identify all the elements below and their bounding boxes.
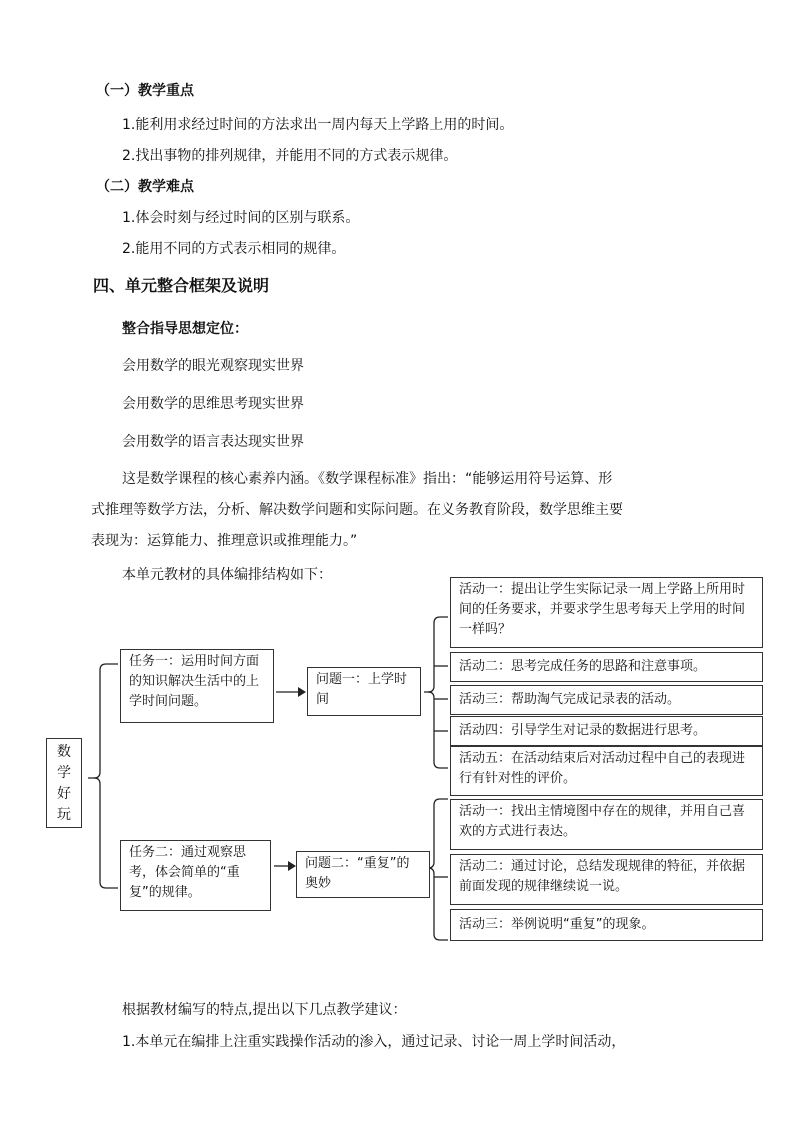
focus-heading: （一）教学重点 [96,83,194,99]
structure-intro: 本单元教材的具体编排结构如下： [122,567,332,583]
task1-activity-1: 活动一：提出让学生实际记录一周上学路上所用时间的任务要求，并要求学生思考每天上学用的时间一样吗？ [450,577,763,648]
focus-item-2: 2.找出事物的排列规律，并能用不同的方式表示规律。 [122,148,458,164]
brace-task2-upper [428,799,448,868]
task1-activity-5: 活动五：在活动结束后对活动过程中自己的表现进行有针对性的评价。 [450,746,763,796]
guiding-line-3: 会用数学的语言表达现实世界 [122,434,304,450]
suggestion-1: 1.本单元在编排上注重实践操作活动的渗入，通过记录、讨论一周上学时间活动， [122,1034,626,1050]
paragraph-line-3: 表现为：运算能力、推理意识或推理能力。” [91,533,358,549]
guiding-label: 整合指导思想定位： [122,321,248,337]
difficulty-heading: （二）教学难点 [96,179,194,195]
section4-title: 四、单元整合框架及说明 [93,276,270,295]
brace-task1-lower [428,692,448,768]
guiding-line-1: 会用数学的眼光观察现实世界 [122,358,304,374]
difficulty-item-2: 2.能用不同的方式表示相同的规律。 [122,241,346,257]
task1-node: 任务一：运用时间方面的知识解决生活中的上学时间问题。 [120,649,274,723]
task2-activity-1: 活动一：找出主情境图中存在的规律，并用自己喜欢的方式进行表达。 [450,799,763,850]
paragraph-line-2: 式推理等数学方法，分析、解决数学问题和实际问题。在义务教育阶段，数学思维主要 [91,502,623,518]
guiding-line-2: 会用数学的思维思考现实世界 [122,396,304,412]
suggestion-intro: 根据教材编写的特点,提出以下几点教学建议： [122,1002,407,1018]
task1-activity-3: 活动三：帮助淘气完成记录表的活动。 [450,685,763,715]
task1-activity-4: 活动四：引导学生对记录的数据进行思考。 [450,716,763,746]
focus-item-1: 1.能利用求经过时间的方法求出一周内每天上学路上用的时间。 [122,117,514,133]
problem2-node: 问题二：“重复”的奥妙 [296,851,430,898]
task2-activity-3: 活动三：举例说明“重复”的现象。 [450,909,763,941]
root-brace-upper [88,664,118,778]
paragraph-line-1: 这是数学课程的核心素养内涵。《数学课程标准》指出：“能够运用符号运算、形 [122,471,613,487]
task2-activity-2: 活动二：通过讨论，总结发现规律的特征，并依据前面发现的规律继续说一说。 [450,854,763,905]
brace-task1-upper [424,617,448,692]
task2-node: 任务二：通过观察思考，体会简单的“重复”的规律。 [120,840,271,911]
difficulty-item-1: 1.体会时刻与经过时间的区别与联系。 [122,210,360,226]
brace-task2-lower [428,868,448,940]
task1-activity-2: 活动二：思考完成任务的思路和注意事项。 [450,652,763,682]
root-node: 数学好玩 [46,738,82,828]
root-brace-lower [94,778,118,888]
problem1-node: 问题一：上学时间 [307,667,421,716]
